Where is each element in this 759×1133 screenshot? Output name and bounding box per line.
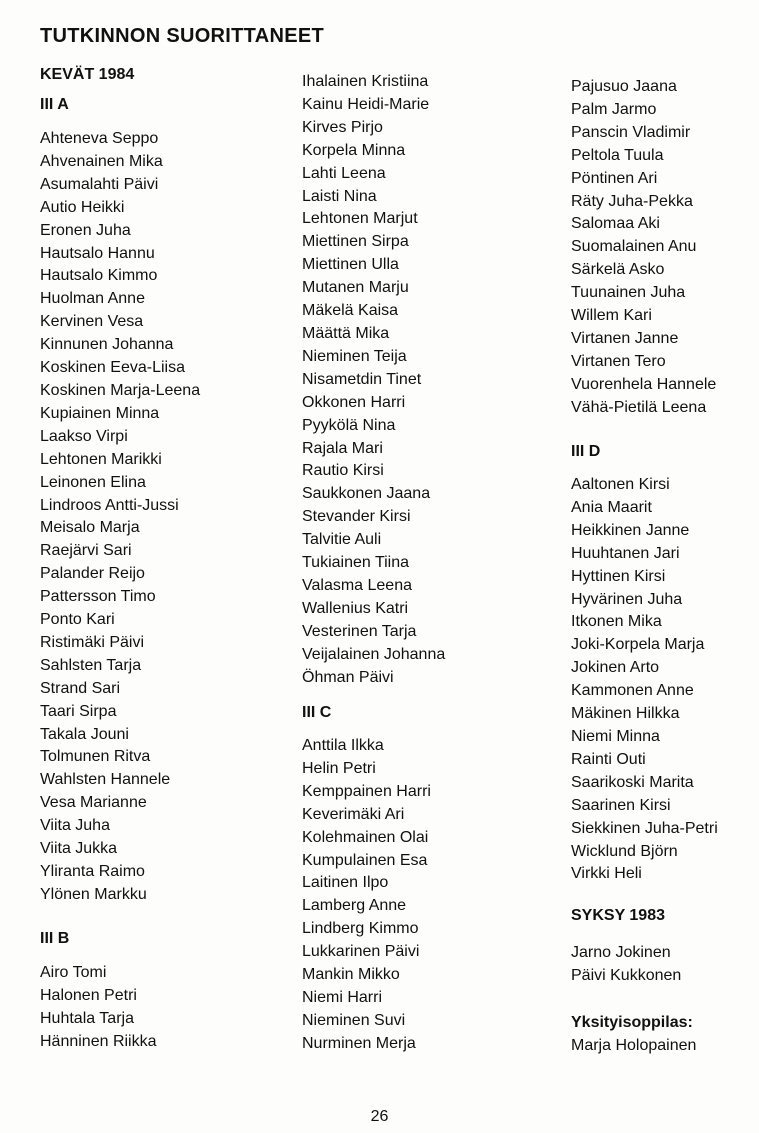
list-item: Nieminen Teija — [302, 347, 407, 365]
list-item: Suomalainen Anu — [571, 238, 697, 256]
class-c-list-part-1 — [302, 735, 431, 1056]
list-item: Pattersson Timo — [40, 588, 156, 606]
list-item: Leinonen Elina — [40, 473, 146, 491]
list-item: Mutanen Marju — [302, 279, 409, 297]
list-item: Vesterinen Tarja — [302, 622, 417, 640]
list-item: Wallenius Katri — [302, 599, 409, 617]
list-item: Lahti Leena — [302, 164, 386, 182]
list-item: Veijalainen Johanna — [302, 645, 446, 663]
class-d-heading: III D — [571, 443, 601, 460]
list-item: Lindberg Kimmo — [302, 920, 419, 938]
list-item: Kammonen Anne — [571, 682, 694, 700]
list-item: Mäkinen Hilkka — [571, 705, 680, 723]
list-item: Hyttinen Kirsi — [571, 567, 666, 585]
list-item: Huhtala Tarja — [40, 1009, 134, 1027]
class-a-list — [40, 128, 200, 907]
list-item: Nurminen Merja — [302, 1034, 416, 1052]
autumn-heading: SYKSY 1983 — [571, 907, 665, 924]
list-item: Niemi Harri — [302, 988, 382, 1006]
list-item: Virtanen Janne — [571, 329, 679, 347]
list-item: Lehtonen Marjut — [302, 210, 418, 228]
list-item: Anttila Ilkka — [302, 737, 384, 754]
list-item: Hautsalo Kimmo — [40, 267, 158, 285]
list-item: Itkonen Mika — [571, 613, 662, 631]
spring-heading: KEVÄT 1984 — [40, 66, 135, 83]
list-item: Peltola Tuula — [571, 146, 664, 164]
list-item: Määttä Mika — [302, 324, 390, 342]
page-number: 26 — [370, 1108, 389, 1125]
list-item: Tolmunen Ritva — [40, 748, 151, 766]
list-item: Vähä-Pietilä Leena — [571, 398, 707, 416]
list-item: Korpela Minna — [302, 141, 406, 159]
list-item: Laakso Virpi — [40, 427, 128, 445]
list-item: Rautio Kirsi — [302, 462, 384, 480]
list-item: Pajusuo Jaana — [571, 78, 677, 95]
list-item: Niemi Minna — [571, 727, 660, 745]
list-item: Särkelä Asko — [571, 261, 665, 279]
list-item: Lindroos Antti-Jussi — [40, 496, 179, 514]
list-item: Saukkonen Jaana — [302, 485, 431, 503]
list-item: Rainti Outi — [571, 750, 646, 768]
list-item: Laitinen Ilpo — [302, 874, 389, 892]
list-item: Ylönen Markku — [40, 885, 147, 903]
list-item: Raejärvi Sari — [40, 542, 132, 560]
list-item: Aaltonen Kirsi — [571, 476, 670, 493]
list-item: Huuhtanen Jari — [571, 544, 680, 562]
list-item: Mäkelä Kaisa — [302, 302, 399, 320]
list-item: Talvitie Auli — [302, 531, 382, 549]
list-item: Miettinen Sirpa — [302, 233, 409, 251]
class-b-heading: III B — [40, 930, 70, 947]
list-item: Vuorenhela Hannele — [571, 375, 717, 393]
list-item: Koskinen Eeva-Liisa — [40, 359, 185, 377]
list-item: Ponto Kari — [40, 611, 115, 629]
list-item: Virtanen Tero — [571, 352, 666, 370]
list-item: Öhman Päivi — [302, 668, 394, 686]
list-item: Saarinen Kirsi — [571, 796, 671, 814]
list-item: Miettinen Ulla — [302, 256, 399, 274]
list-item: Asumalahti Päivi — [40, 175, 159, 193]
list-item: Kervinen Vesa — [40, 313, 144, 331]
list-item: Ristimäki Päivi — [40, 633, 145, 651]
list-item: Lukkarinen Päivi — [302, 943, 420, 961]
list-item: Hautsalo Hannu — [40, 244, 155, 262]
list-item: Kinnunen Johanna — [40, 336, 174, 354]
list-item: Mankin Mikko — [302, 966, 400, 984]
list-item: Panscin Vladimir — [571, 123, 691, 141]
list-item: Lamberg Anne — [302, 897, 407, 915]
list-item: Jokinen Arto — [571, 659, 660, 677]
list-item: Strand Sari — [40, 679, 121, 697]
list-item: Kemppainen Harri — [302, 782, 431, 800]
list-item: Räty Juha-Pekka — [571, 192, 693, 210]
list-item: Salomaa Aki — [571, 215, 660, 233]
list-item: Nisametdin Tinet — [302, 370, 422, 388]
list-item: Valasma Leena — [302, 576, 412, 594]
class-b-list-part-1 — [40, 962, 157, 1054]
list-item: Koskinen Marja-Leena — [40, 381, 201, 399]
list-item: Hyvärinen Juha — [571, 590, 683, 608]
list-item: Pyykölä Nina — [302, 416, 396, 434]
list-item: Autio Heikki — [40, 198, 125, 216]
list-item: Wahlsten Hannele — [40, 771, 171, 789]
class-d-list — [571, 474, 718, 886]
list-item: Palander Reijo — [40, 565, 145, 583]
list-item: Vesa Marianne — [40, 794, 147, 812]
list-item: Kumpulainen Esa — [302, 851, 428, 869]
list-item: Meisalo Marja — [40, 519, 140, 537]
list-item: Takala Jouni — [40, 725, 129, 743]
class-c-list-part-2 — [571, 76, 716, 420]
list-item: Eronen Juha — [40, 221, 131, 239]
list-item: Tuunainen Juha — [571, 284, 686, 302]
list-item: Joki-Korpela Marja — [571, 636, 705, 654]
list-item: Ahvenainen Mika — [40, 152, 163, 170]
list-item: Ihalainen Kristiina — [302, 73, 429, 90]
list-item: Okkonen Harri — [302, 393, 406, 411]
list-item: Pöntinen Ari — [571, 169, 658, 187]
list-item: Kupiainen Minna — [40, 404, 160, 422]
list-item: Nieminen Suvi — [302, 1011, 406, 1029]
class-c-heading: III C — [302, 704, 332, 721]
list-item: Kirves Pirjo — [302, 118, 383, 136]
list-item: Hänninen Riikka — [40, 1032, 157, 1050]
list-item: Wicklund Björn — [571, 842, 678, 860]
list-item: Ahteneva Seppo — [40, 130, 159, 147]
list-item: Helin Petri — [302, 759, 376, 777]
page-title: TUTKINNON SUORITTANEET — [40, 25, 324, 47]
list-item: Kainu Heidi-Marie — [302, 95, 430, 113]
list-item: Huolman Anne — [40, 290, 145, 308]
list-item: Airo Tomi — [40, 964, 107, 981]
list-item: Willem Kari — [571, 307, 652, 325]
list-item: Palm Jarmo — [571, 100, 657, 118]
list-item: Viita Juha — [40, 817, 110, 835]
list-item: Päivi Kukkonen — [571, 966, 682, 984]
list-item: Heikkinen Janne — [571, 521, 690, 539]
class-a-heading: III A — [40, 96, 69, 113]
list-item: Halonen Petri — [40, 986, 137, 1004]
list-item: Rajala Mari — [302, 439, 383, 457]
list-item: Stevander Kirsi — [302, 508, 411, 526]
autumn-list — [571, 942, 681, 988]
list-item: Siekkinen Juha-Petri — [571, 819, 718, 837]
list-item: Keverimäki Ari — [302, 805, 405, 823]
list-item: Kolehmainen Olai — [302, 828, 429, 846]
list-item: Sahlsten Tarja — [40, 656, 142, 674]
list-item: Viita Jukka — [40, 840, 118, 858]
list-item: Ania Maarit — [571, 498, 652, 516]
list-item: Marja Holopainen — [571, 1037, 697, 1054]
list-item: Saarikoski Marita — [571, 773, 694, 791]
list-item: Virkki Heli — [571, 865, 642, 883]
list-item: Lehtonen Marikki — [40, 450, 162, 468]
list-item: Yliranta Raimo — [40, 863, 145, 880]
list-item: Taari Sirpa — [40, 702, 117, 720]
list-item: Laisti Nina — [302, 187, 377, 205]
class-b-list-part-2 — [302, 71, 445, 689]
private-student-heading: Yksityisoppilas: — [571, 1014, 693, 1031]
list-item: Jarno Jokinen — [571, 944, 671, 961]
private-student-list — [571, 1035, 696, 1058]
list-item: Tukiainen Tiina — [302, 554, 410, 572]
